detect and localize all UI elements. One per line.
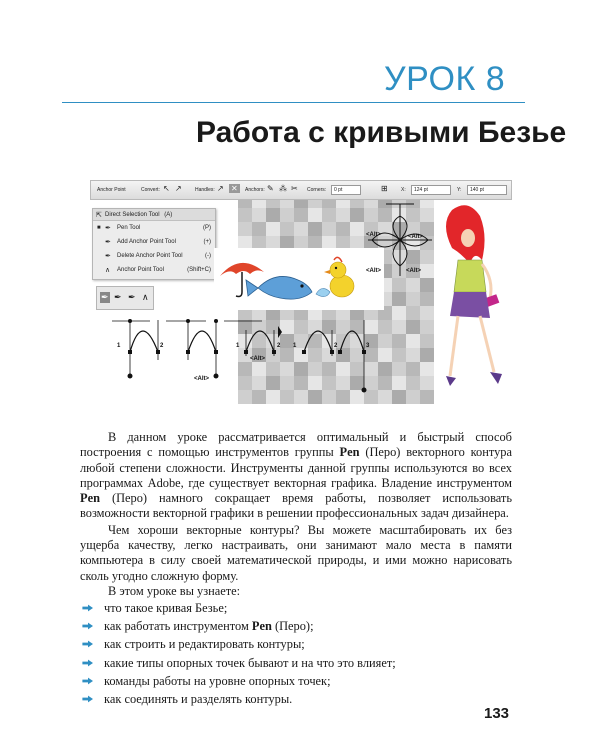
bezier-humps <box>130 331 364 352</box>
add-anchor-icon: ✒ <box>105 239 111 246</box>
handles-show-icon[interactable]: ↗ <box>217 184 224 193</box>
alt-label-3: <Alt> <box>408 234 424 240</box>
list-item: как работать инструментом Pen (Перо); <box>80 617 510 635</box>
selected-dot-icon: ■ <box>97 225 101 231</box>
corners-input[interactable]: 0 pt <box>331 185 361 195</box>
tool-item-label: Pen Tool <box>117 225 141 231</box>
point-label-1b: 1 <box>236 343 240 349</box>
fashion-girl-image <box>446 205 502 386</box>
intro-text <box>80 430 512 584</box>
anchor-point-icon[interactable]: ∧ <box>142 292 149 302</box>
lesson-label: УРОК 8 <box>384 60 506 98</box>
bezier-curves-drawing <box>90 180 522 410</box>
arrow-right-icon <box>82 640 93 648</box>
arrow-right-icon <box>82 604 93 612</box>
alt-label-5: <Alt> <box>366 268 382 274</box>
arrow-right-icon <box>82 659 93 667</box>
alt-label-1: <Alt> <box>250 356 266 362</box>
toolbar-y-label: Y: <box>457 187 462 193</box>
tool-item-shortcut: (+) <box>203 239 211 245</box>
alt-label-6: <Alt> <box>406 268 422 274</box>
chapter-title: Работа с кривыми Безье <box>196 116 567 149</box>
connect-anchor-icon[interactable]: ⁂ <box>279 184 287 193</box>
toolbar-corners-label: Corners: <box>307 187 327 193</box>
list-item: как строить и редактировать контуры; <box>80 635 510 653</box>
page-number: 133 <box>484 705 510 722</box>
direct-selection-label[interactable]: Direct Selection Tool <box>105 212 160 218</box>
tool-item-shortcut: (P) <box>203 225 211 231</box>
learn-intro: В этом уроке вы узнаете: <box>108 584 241 598</box>
toolbar-anchors-label: Anchors: <box>245 187 265 193</box>
arrow-right-icon <box>82 677 93 685</box>
chick-image <box>316 257 354 297</box>
list-item: какие типы опорных точек бывают и на что это влияет; <box>80 654 510 672</box>
title-rule <box>62 102 525 103</box>
tool-item-shortcut: (Shift+C) <box>187 267 211 273</box>
align-icon[interactable]: ⊞ <box>381 184 388 193</box>
cut-path-icon[interactable]: ✂ <box>291 184 298 193</box>
list-item: команды работы на уровне опорных точек; <box>80 672 510 690</box>
bezier-illustration <box>90 180 522 410</box>
remove-anchor-icon[interactable]: ✎ <box>267 184 274 193</box>
arrow-right-icon <box>82 622 93 630</box>
point-label-1c: 1 <box>293 343 297 349</box>
tool-item-label: Anchor Point Tool <box>117 267 164 273</box>
point-label-2a: 2 <box>160 343 164 349</box>
add-anchor-icon[interactable]: ✒ <box>114 292 122 302</box>
alt-label-2: <Alt> <box>194 376 210 382</box>
point-label-2c: 2 <box>334 343 338 349</box>
convert-smooth-icon[interactable]: ↗ <box>175 184 182 193</box>
fish-image <box>246 276 312 299</box>
x-coordinate-input[interactable]: 124 pt <box>411 185 451 195</box>
learning-goals-list <box>80 599 510 708</box>
bezier-flower <box>368 204 432 276</box>
toolbar-x-label: X: <box>401 187 406 193</box>
direct-selection-icon: ⇱ <box>96 212 102 219</box>
umbrella-image <box>220 263 264 297</box>
alt-label-4: <Alt> <box>366 232 382 238</box>
delete-anchor-icon[interactable]: ✒ <box>128 292 136 302</box>
pen-icon[interactable]: ✒ <box>101 292 109 302</box>
convert-corner-icon[interactable]: ↖ <box>163 184 170 193</box>
toolbar-handles-label: Handles: <box>195 187 215 193</box>
cursor-arrow-icon <box>278 326 282 338</box>
direct-selection-shortcut: (A) <box>164 212 173 218</box>
tool-item-label: Delete Anchor Point Tool <box>117 253 183 259</box>
point-label-1a: 1 <box>117 343 121 349</box>
point-label-2b: 2 <box>277 343 281 349</box>
y-coordinate-input[interactable]: 140 pt <box>467 185 507 195</box>
pen-icon: ✒ <box>105 225 111 232</box>
tool-item-shortcut: (-) <box>205 253 211 259</box>
toolbar-anchor-point-label: Anchor Point <box>97 187 126 193</box>
list-item: как соединять и разделять контуры. <box>80 690 510 708</box>
anchor-point-icon: ∧ <box>105 267 111 274</box>
point-label-3: 3 <box>366 343 370 349</box>
list-item: что такое кривая Безье; <box>80 599 510 617</box>
anchor-points <box>128 319 367 393</box>
arrow-right-icon <box>82 695 93 703</box>
intro-paragraph-1: В данном уроке рассматривается оптимальный и быстрый способ построения с помощью инструментов группы Pen (Перо) векторного контура любой степени сложности. Инструменты данной группы используются во всех программах Adobe, где существует векторная графика. Владение инструментом Pen (Перо) намного сокращает время работы, позволяет использовать возможности векторной графики в решении профессиональных задач дизайнера. <box>80 430 513 521</box>
direction-handles <box>112 320 364 390</box>
handles-hide-icon[interactable]: ✕ <box>231 184 238 193</box>
toolbar-convert-label: Convert: <box>141 187 160 193</box>
intro-paragraph-2: Чем хороши векторные контуры? Вы можете масштабировать их без ущерба качеству, легко настраивать, они занимают мало места в памяти компьютера в силу своей математической природы, и ими можно нарисовать сколь угодно сложную форму. <box>80 522 512 583</box>
tool-item-label: Add Anchor Point Tool <box>117 239 176 245</box>
delete-anchor-icon: ✒ <box>105 253 111 260</box>
